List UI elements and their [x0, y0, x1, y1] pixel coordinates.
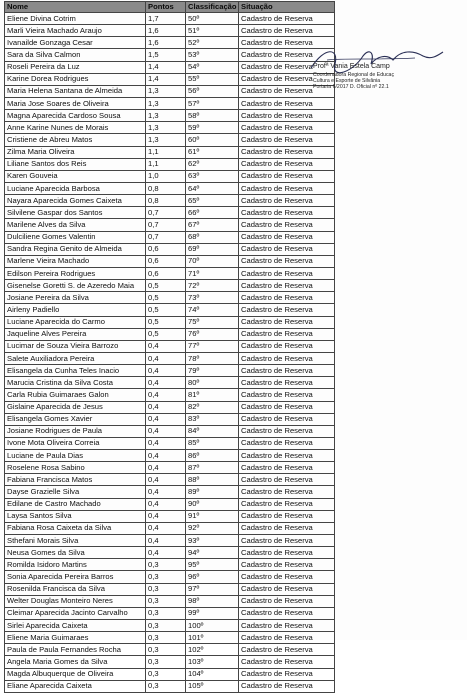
cell-classification: 98º: [186, 595, 239, 607]
cell-status: Cadastro de Reserva: [239, 620, 335, 632]
cell-name: Karen Gouveia: [5, 170, 146, 182]
table-row: [5, 644, 335, 656]
cell-classification: 103º: [186, 656, 239, 668]
table-row: [5, 583, 335, 595]
cell-name: Fabiana Francisca Matos: [5, 474, 146, 486]
cell-name: Cleimar Aparecida Jacinto Carvalho: [5, 607, 146, 619]
cell-status: Cadastro de Reserva: [239, 377, 335, 389]
table-row: [5, 292, 335, 304]
table-row: [5, 680, 335, 692]
cell-points: 0,3: [146, 656, 186, 668]
cell-classification: 61º: [186, 146, 239, 158]
table-row: [5, 668, 335, 680]
cell-points: 0,5: [146, 304, 186, 316]
cell-name: Lucimar de Souza Vieira Barrozo: [5, 340, 146, 352]
cell-name: Elisangela da Cunha Teles Inacio: [5, 365, 146, 377]
cell-points: 0,5: [146, 280, 186, 292]
cell-name: Silvilene Gaspar dos Santos: [5, 207, 146, 219]
cell-status: Cadastro de Reserva: [239, 146, 335, 158]
cell-status: Cadastro de Reserva: [239, 462, 335, 474]
cell-points: 0,3: [146, 559, 186, 571]
cell-name: Zilma Maria Oliveira: [5, 146, 146, 158]
cell-classification: 51º: [186, 25, 239, 37]
cell-points: 0,3: [146, 607, 186, 619]
cell-name: Eliane Aparecida Caixeta: [5, 680, 146, 692]
cell-classification: 59º: [186, 122, 239, 134]
cell-points: 0,4: [146, 425, 186, 437]
cell-classification: 52º: [186, 37, 239, 49]
cell-classification: 92º: [186, 522, 239, 534]
cell-status: Cadastro de Reserva: [239, 413, 335, 425]
cell-classification: 62º: [186, 158, 239, 170]
cell-points: 0,3: [146, 680, 186, 692]
cell-points: 0,4: [146, 498, 186, 510]
table-row: [5, 377, 335, 389]
stamp-department: Cultura e Esporte de Silvânia: [313, 78, 381, 84]
table-row: [5, 632, 335, 644]
cell-classification: 67º: [186, 219, 239, 231]
cell-classification: 63º: [186, 170, 239, 182]
cell-classification: 105º: [186, 680, 239, 692]
table-row: [5, 425, 335, 437]
cell-name: Anne Karine Nunes de Morais: [5, 122, 146, 134]
cell-classification: 70º: [186, 255, 239, 267]
cell-points: 0,5: [146, 328, 186, 340]
table-row: [5, 146, 335, 158]
cell-name: Eliene Divina Cotrim: [5, 13, 146, 25]
cell-points: 0,3: [146, 644, 186, 656]
table-row: [5, 401, 335, 413]
cell-status: Cadastro de Reserva: [239, 158, 335, 170]
cell-points: 0,6: [146, 243, 186, 255]
cell-status: Cadastro de Reserva: [239, 365, 335, 377]
cell-status: Cadastro de Reserva: [239, 340, 335, 352]
cell-classification: 79º: [186, 365, 239, 377]
cell-name: Maria Helena Santana de Almeida: [5, 85, 146, 97]
cell-name: Marlene Vieira Machado: [5, 255, 146, 267]
cell-name: Josiane Rodrigues de Paula: [5, 425, 146, 437]
table-row: [5, 49, 335, 61]
cell-classification: 64º: [186, 182, 239, 194]
cell-status: Cadastro de Reserva: [239, 559, 335, 571]
table-row: [5, 219, 335, 231]
table-row: [5, 607, 335, 619]
table-row: [5, 25, 335, 37]
cell-status: Cadastro de Reserva: [239, 486, 335, 498]
cell-points: 0,4: [146, 340, 186, 352]
cell-name: Sonia Aparecida Pereira Barros: [5, 571, 146, 583]
table-row: [5, 122, 335, 134]
cell-classification: 80º: [186, 377, 239, 389]
cell-status: Cadastro de Reserva: [239, 644, 335, 656]
cell-name: Magda Albuquerque de Oliveira: [5, 668, 146, 680]
table-row: [5, 267, 335, 279]
cell-name: Roseli Pereira da Luz: [5, 61, 146, 73]
cell-points: 1,3: [146, 110, 186, 122]
cell-points: 0,3: [146, 571, 186, 583]
cell-status: Cadastro de Reserva: [239, 267, 335, 279]
cell-classification: 76º: [186, 328, 239, 340]
table-row: [5, 510, 335, 522]
cell-points: 1,6: [146, 25, 186, 37]
cell-points: 1,5: [146, 49, 186, 61]
cell-classification: 81º: [186, 389, 239, 401]
cell-name: Eliene Maria Guimaraes: [5, 632, 146, 644]
candidate-table: [4, 1, 335, 693]
cell-name: Ivanailde Gonzaga Cesar: [5, 37, 146, 49]
cell-points: 0,5: [146, 316, 186, 328]
table-row: [5, 255, 335, 267]
cell-points: 0,3: [146, 620, 186, 632]
cell-points: 0,8: [146, 182, 186, 194]
cell-status: Cadastro de Reserva: [239, 170, 335, 182]
cell-name: Carla Rubia Guimaraes Galon: [5, 389, 146, 401]
cell-classification: 83º: [186, 413, 239, 425]
cell-name: Rosenilda Francisca da Silva: [5, 583, 146, 595]
table-row: [5, 522, 335, 534]
table-row: [5, 195, 335, 207]
table-row: [5, 328, 335, 340]
cell-points: 0,4: [146, 389, 186, 401]
cell-status: Cadastro de Reserva: [239, 607, 335, 619]
cell-status: Cadastro de Reserva: [239, 389, 335, 401]
cell-name: Josiane Pereira da Silva: [5, 292, 146, 304]
cell-status: Cadastro de Reserva: [239, 182, 335, 194]
cell-name: Sandra Regina Genito de Almeida: [5, 243, 146, 255]
cell-classification: 78º: [186, 352, 239, 364]
cell-status: Cadastro de Reserva: [239, 401, 335, 413]
cell-points: 0,6: [146, 267, 186, 279]
cell-points: 0,4: [146, 377, 186, 389]
table-row: [5, 134, 335, 146]
table-row: [5, 316, 335, 328]
table-row: [5, 547, 335, 559]
cell-name: Laysa Santos Silva: [5, 510, 146, 522]
table-row: [5, 73, 335, 85]
cell-name: Romilda Isidoro Martins: [5, 559, 146, 571]
cell-name: Dayse Grazielle Silva: [5, 486, 146, 498]
cell-points: 0,4: [146, 352, 186, 364]
cell-points: 0,4: [146, 462, 186, 474]
cell-name: Fabiana Rosa Caixeta da Silva: [5, 522, 146, 534]
cell-classification: 65º: [186, 195, 239, 207]
cell-status: Cadastro de Reserva: [239, 437, 335, 449]
cell-status: Cadastro de Reserva: [239, 595, 335, 607]
table-row: [5, 243, 335, 255]
cell-classification: 72º: [186, 280, 239, 292]
cell-classification: 84º: [186, 425, 239, 437]
cell-classification: 89º: [186, 486, 239, 498]
cell-points: 1,7: [146, 13, 186, 25]
cell-points: 0,4: [146, 437, 186, 449]
cell-name: Ivone Mota Oliveira Correia: [5, 437, 146, 449]
cell-status: Cadastro de Reserva: [239, 25, 335, 37]
cell-classification: 68º: [186, 231, 239, 243]
cell-name: Liliane Santos dos Reis: [5, 158, 146, 170]
cell-classification: 74º: [186, 304, 239, 316]
cell-points: 0,4: [146, 365, 186, 377]
cell-status: Cadastro de Reserva: [239, 219, 335, 231]
table-row: [5, 231, 335, 243]
cell-classification: 88º: [186, 474, 239, 486]
cell-name: Sthefani Morais Silva: [5, 535, 146, 547]
table-row: [5, 535, 335, 547]
cell-points: 0,4: [146, 535, 186, 547]
table-row: [5, 413, 335, 425]
cell-points: 0,4: [146, 522, 186, 534]
cell-status: Cadastro de Reserva: [239, 498, 335, 510]
cell-classification: 60º: [186, 134, 239, 146]
table-row: [5, 595, 335, 607]
cell-classification: 54º: [186, 61, 239, 73]
cell-classification: 102º: [186, 644, 239, 656]
cell-name: Karine Dorea Rodrigues: [5, 73, 146, 85]
cell-points: 0,4: [146, 474, 186, 486]
cell-status: Cadastro de Reserva: [239, 37, 335, 49]
cell-status: Cadastro de Reserva: [239, 510, 335, 522]
cell-points: 0,7: [146, 219, 186, 231]
table-row: [5, 437, 335, 449]
cell-status: Cadastro de Reserva: [239, 195, 335, 207]
cell-status: Cadastro de Reserva: [239, 535, 335, 547]
cell-points: 1,4: [146, 61, 186, 73]
table-row: [5, 462, 335, 474]
cell-name: Salete Auxiliadora Pereira: [5, 352, 146, 364]
cell-status: Cadastro de Reserva: [239, 85, 335, 97]
cell-points: 0,4: [146, 486, 186, 498]
table-row: [5, 559, 335, 571]
table-row: [5, 486, 335, 498]
cell-status: Cadastro de Reserva: [239, 280, 335, 292]
cell-points: 0,8: [146, 195, 186, 207]
cell-classification: 75º: [186, 316, 239, 328]
cell-classification: 86º: [186, 450, 239, 462]
table-row: [5, 158, 335, 170]
cell-points: 1,3: [146, 134, 186, 146]
cell-points: 1,0: [146, 170, 186, 182]
cell-classification: 101º: [186, 632, 239, 644]
cell-name: Marli Vieira Machado Araujo: [5, 25, 146, 37]
table-row: [5, 498, 335, 510]
table-header-row: [5, 2, 335, 13]
cell-name: Edilson Pereira Rodrigues: [5, 267, 146, 279]
cell-classification: 99º: [186, 607, 239, 619]
cell-points: 0,5: [146, 292, 186, 304]
cell-name: Paula de Paula Fernandes Rocha: [5, 644, 146, 656]
cell-points: 0,3: [146, 632, 186, 644]
cell-classification: 58º: [186, 110, 239, 122]
cell-status: Cadastro de Reserva: [239, 122, 335, 134]
cell-status: Cadastro de Reserva: [239, 243, 335, 255]
cell-classification: 91º: [186, 510, 239, 522]
table-row: [5, 389, 335, 401]
cell-status: Cadastro de Reserva: [239, 571, 335, 583]
cell-name: Gisenelse Goretti S. de Azeredo Maia: [5, 280, 146, 292]
table-row: [5, 207, 335, 219]
cell-classification: 50º: [186, 13, 239, 25]
table-row: [5, 182, 335, 194]
table-row: [5, 365, 335, 377]
cell-status: Cadastro de Reserva: [239, 134, 335, 146]
stamp-role: Coordenadora Regional de Educaç: [313, 72, 395, 78]
cell-status: Cadastro de Reserva: [239, 231, 335, 243]
cell-classification: 77º: [186, 340, 239, 352]
cell-points: 0,3: [146, 668, 186, 680]
cell-name: Elisangela Gomes Xavier: [5, 413, 146, 425]
cell-points: 0,4: [146, 413, 186, 425]
cell-name: Sara da Silva Calmon: [5, 49, 146, 61]
column-header-status: Situação: [239, 2, 335, 13]
table-row: [5, 450, 335, 462]
cell-status: Cadastro de Reserva: [239, 110, 335, 122]
cell-points: 1,1: [146, 146, 186, 158]
cell-status: Cadastro de Reserva: [239, 680, 335, 692]
cell-points: 0,7: [146, 207, 186, 219]
signature-stamp: [305, 42, 445, 102]
cell-points: 0,6: [146, 255, 186, 267]
cell-classification: 55º: [186, 73, 239, 85]
cell-classification: 82º: [186, 401, 239, 413]
cell-name: Dulciliene Gomes Valentin: [5, 231, 146, 243]
cell-status: Cadastro de Reserva: [239, 425, 335, 437]
stamp-ordinance: Portaria 6/2017 D. Oficial nº 22.1: [313, 84, 389, 90]
column-header-classification: Classificação: [186, 2, 239, 13]
cell-classification: 66º: [186, 207, 239, 219]
cell-name: Marilene Alves da Silva: [5, 219, 146, 231]
cell-classification: 85º: [186, 437, 239, 449]
cell-classification: 93º: [186, 535, 239, 547]
table-row: [5, 97, 335, 109]
cell-status: Cadastro de Reserva: [239, 474, 335, 486]
cell-points: 1,3: [146, 97, 186, 109]
cell-status: Cadastro de Reserva: [239, 13, 335, 25]
cell-classification: 53º: [186, 49, 239, 61]
table-row: [5, 37, 335, 49]
cell-classification: 57º: [186, 97, 239, 109]
cell-classification: 97º: [186, 583, 239, 595]
table-row: [5, 13, 335, 25]
cell-points: 0,3: [146, 583, 186, 595]
stamp-name: Profª Vania Estela Camp: [313, 63, 390, 70]
cell-classification: 73º: [186, 292, 239, 304]
cell-status: Cadastro de Reserva: [239, 583, 335, 595]
cell-name: Magna Aparecida Cardoso Sousa: [5, 110, 146, 122]
cell-points: 0,4: [146, 450, 186, 462]
cell-classification: 69º: [186, 243, 239, 255]
cell-status: Cadastro de Reserva: [239, 450, 335, 462]
cell-name: Luciane Aparecida Barbosa: [5, 182, 146, 194]
cell-status: Cadastro de Reserva: [239, 49, 335, 61]
cell-classification: 104º: [186, 668, 239, 680]
cell-points: 0,4: [146, 510, 186, 522]
table-body: [5, 13, 335, 693]
cell-name: Nayara Aparecida Gomes Caixeta: [5, 195, 146, 207]
cell-points: 1,6: [146, 37, 186, 49]
cell-classification: 95º: [186, 559, 239, 571]
table-row: [5, 352, 335, 364]
cell-name: Welter Douglas Monteiro Neres: [5, 595, 146, 607]
cell-name: Edilane de Castro Machado: [5, 498, 146, 510]
table-row: [5, 340, 335, 352]
table-row: [5, 571, 335, 583]
cell-classification: 56º: [186, 85, 239, 97]
cell-classification: 71º: [186, 267, 239, 279]
cell-status: Cadastro de Reserva: [239, 255, 335, 267]
table-row: [5, 620, 335, 632]
cell-status: Cadastro de Reserva: [239, 352, 335, 364]
cell-status: Cadastro de Reserva: [239, 316, 335, 328]
table-row: [5, 304, 335, 316]
table-row: [5, 61, 335, 73]
cell-status: Cadastro de Reserva: [239, 632, 335, 644]
cell-classification: 87º: [186, 462, 239, 474]
cell-status: Cadastro de Reserva: [239, 61, 335, 73]
cell-status: Cadastro de Reserva: [239, 656, 335, 668]
cell-points: 1,3: [146, 122, 186, 134]
cell-points: 1,4: [146, 73, 186, 85]
cell-name: Luciane Aparecida do Carmo: [5, 316, 146, 328]
cell-status: Cadastro de Reserva: [239, 73, 335, 85]
cell-name: Neusa Gomes da Silva: [5, 547, 146, 559]
cell-name: Gislaine Aparecida de Jesus: [5, 401, 146, 413]
cell-name: Jaqueline Alves Pereira: [5, 328, 146, 340]
cell-name: Roselene Rosa Sabino: [5, 462, 146, 474]
table-row: [5, 85, 335, 97]
table-row: [5, 474, 335, 486]
cell-status: Cadastro de Reserva: [239, 304, 335, 316]
cell-points: 0,4: [146, 547, 186, 559]
cell-points: 1,3: [146, 85, 186, 97]
cell-name: Sirlei Aparecida Caixeta: [5, 620, 146, 632]
cell-classification: 100º: [186, 620, 239, 632]
table-row: [5, 656, 335, 668]
cell-classification: 94º: [186, 547, 239, 559]
cell-name: Marucia Cristina da Silva Costa: [5, 377, 146, 389]
cell-name: Angela Maria Gomes da Silva: [5, 656, 146, 668]
cell-classification: 90º: [186, 498, 239, 510]
cell-status: Cadastro de Reserva: [239, 207, 335, 219]
cell-classification: 96º: [186, 571, 239, 583]
cell-points: 1,1: [146, 158, 186, 170]
column-header-name: Nome: [5, 2, 146, 13]
table-row: [5, 280, 335, 292]
cell-points: 0,3: [146, 595, 186, 607]
cell-status: Cadastro de Reserva: [239, 668, 335, 680]
table-row: [5, 170, 335, 182]
cell-status: Cadastro de Reserva: [239, 292, 335, 304]
cell-name: Airleny Padiello: [5, 304, 146, 316]
column-header-points: Pontos: [146, 2, 186, 13]
cell-points: 0,7: [146, 231, 186, 243]
cell-status: Cadastro de Reserva: [239, 547, 335, 559]
cell-points: 0,4: [146, 401, 186, 413]
cell-name: Cristiene de Abreu Matos: [5, 134, 146, 146]
cell-status: Cadastro de Reserva: [239, 328, 335, 340]
cell-name: Maria Jose Soares de Oliveira: [5, 97, 146, 109]
cell-name: Luciane de Paula Dias: [5, 450, 146, 462]
cell-status: Cadastro de Reserva: [239, 97, 335, 109]
table-row: [5, 110, 335, 122]
cell-status: Cadastro de Reserva: [239, 522, 335, 534]
